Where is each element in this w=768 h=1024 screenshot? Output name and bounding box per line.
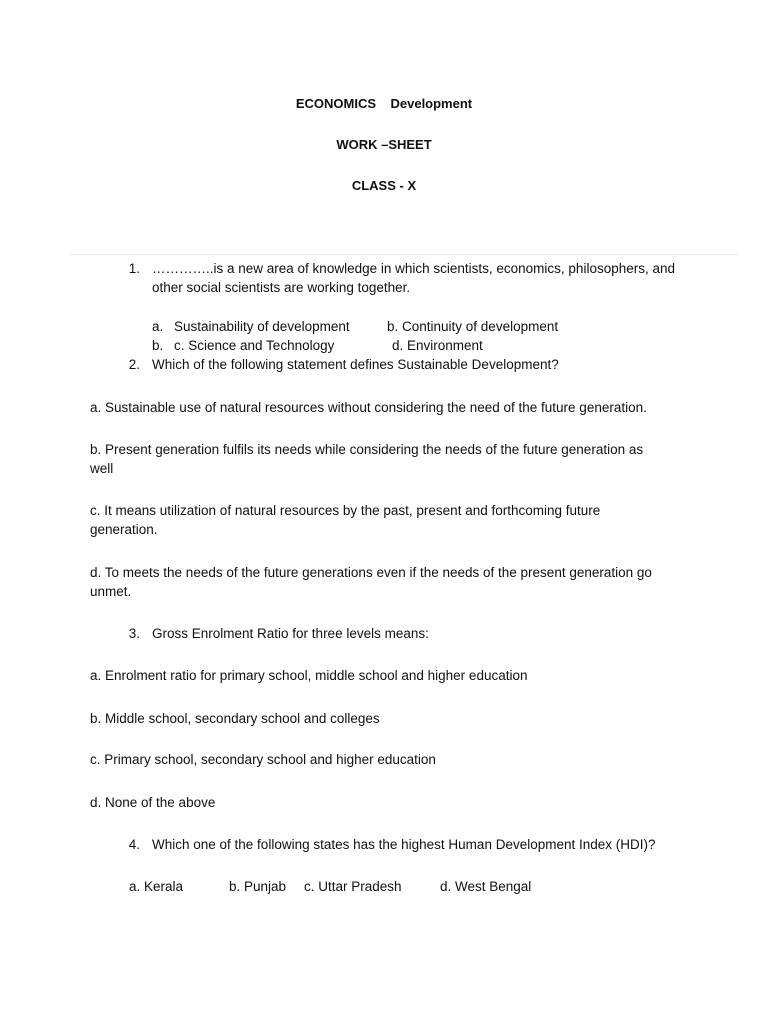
class-title: CLASS - X — [351, 178, 417, 193]
option-c-line2: generation. — [90, 522, 158, 537]
question-number: 4. — [128, 837, 140, 852]
option-c: c. Uttar Pradesh — [304, 879, 402, 894]
option-b: b. Middle school, secondary school and colleges — [90, 711, 380, 726]
header-divider — [70, 254, 738, 255]
option-d: d. None of the above — [90, 795, 216, 810]
option-a-marker: a. — [152, 319, 164, 334]
option-c: c. Primary school, secondary school and higher education — [90, 752, 436, 767]
option-a: a. Kerala — [129, 879, 184, 894]
worksheet-title: WORK –SHEET — [336, 137, 432, 152]
option-b: b. Punjab — [229, 879, 287, 894]
question-text-line2: other social scientists are working together. — [152, 280, 411, 295]
option-b-marker: b. — [152, 338, 164, 353]
option-c: c. Science and Technology — [174, 338, 335, 353]
question-number: 1. — [128, 261, 140, 276]
option-a: a. Sustainable use of natural resources without considering the need of the future generation. — [90, 400, 647, 415]
question-text: Which of the following statement defines Sustainable Development? — [152, 357, 559, 372]
option-b-line1: b. Present generation fulfils its needs while considering the needs of the future generation as — [90, 442, 644, 457]
option-d: d. Environment — [392, 338, 483, 353]
option-a: Sustainability of development — [174, 319, 350, 334]
option-d: d. West Bengal — [440, 879, 532, 894]
option-c-line1: c. It means utilization of natural resources by the past, present and forthcoming future — [90, 503, 601, 518]
subject-title: ECONOMICS — [295, 96, 377, 111]
question-text: Gross Enrolment Ratio for three levels means: — [152, 626, 429, 641]
option-d-line1: d. To meets the needs of the future generations even if the needs of the present generation go — [90, 565, 652, 580]
question-text: Which one of the following states has the highest Human Development Index (HDI)? — [152, 837, 656, 852]
topic-title: Development — [390, 96, 473, 111]
question-number: 2. — [128, 357, 140, 372]
question-number: 3. — [128, 626, 140, 641]
title-line — [0, 94, 768, 113]
option-b-line2: well — [90, 461, 114, 476]
question-text-line1: …………..is a new area of knowledge in which scientists, economics, philosophers, and — [152, 261, 675, 276]
option-a: a. Enrolment ratio for primary school, middle school and higher education — [90, 668, 528, 683]
option-b: b. Continuity of development — [387, 319, 559, 334]
option-d-line2: unmet. — [90, 584, 132, 599]
